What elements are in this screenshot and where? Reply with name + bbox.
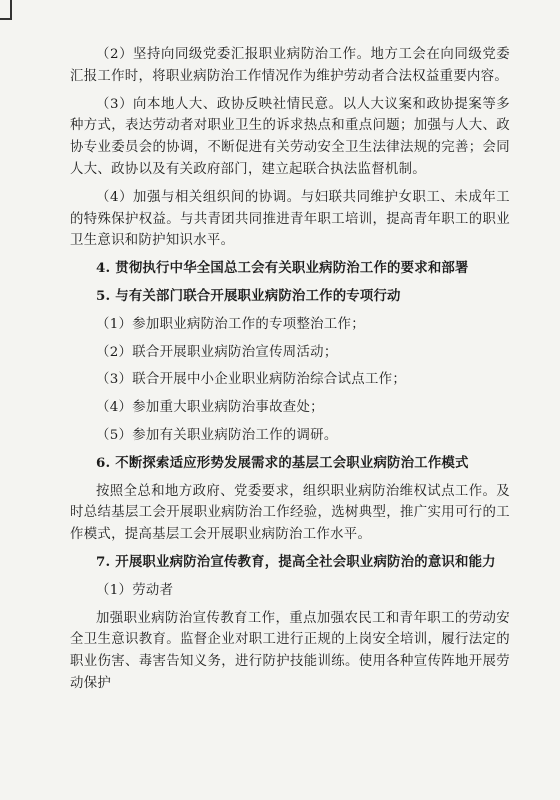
list-item-5-4: （4）参加重大职业病防治事故查处； (96, 400, 324, 416)
section-heading-6: 6. 不断探索适应形势发展需求的基层工会职业病防治工作模式 (96, 454, 469, 471)
list-item-7-1: （1）劳动者 (96, 582, 174, 598)
list-item-5-2: （2）联合开展职业病防治宣传周活动； (96, 344, 338, 360)
section-heading-7: 7. 开展职业病防治宣传教育，提高全社会职业病防治的意识和能力 (96, 553, 496, 570)
paragraph-worker-education: 加强职业病防治宣传教育工作，重点加强农民工和青年职工的劳动安全卫生意识教育。监督企业对职工进行正规的上岗安全培训，履行法定的职业伤害、毒害告知义务，进行防护技能训练。使用各种宣传阵地开展劳动保护 (70, 610, 510, 691)
paragraph-reflect-public-opinion: （3）向本地人大、政协反映社情民意。以人大议案和政协提案等多种方式，表达劳动者对职业卫生的诉求热点和重点问题；加强与人大、政协专业委员会的协调，不断促进有关劳动安全卫生法律法规的完善；会同人大、政协以及有关政府部门，建立起联合执法监督机制。 (70, 96, 510, 177)
paragraph-coordinate-organizations: （4）加强与相关组织间的协调。与妇联共同维护女职工、未成年工的特殊保护权益。与共青团共同推进青年职工培训，提高青年职工的职业卫生意识和防护知识水平。 (70, 189, 510, 249)
list-item-5-5: （5）参加有关职业病防治工作的调研。 (96, 427, 338, 443)
paragraph-pilot-work: 按照全总和地方政府、党委要求，组织职业病防治维权试点工作。及时总结基层工会开展职业病防治工作经验，选树典型，推广实用可行的工作模式，提高基层工会开展职业病防治工作水平。 (70, 483, 510, 543)
scan-corner-mark (0, 0, 12, 20)
paragraph-report-to-party: （2）坚持向同级党委汇报职业病防治工作。地方工会在向同级党委汇报工作时，将职业病防治工作情况作为维护劳动者合法权益重要内容。 (70, 47, 510, 84)
document-page (70, 44, 510, 701)
list-item-5-1: （1）参加职业病防治工作的专项整治工作； (96, 316, 365, 332)
section-heading-4: 4. 贯彻执行中华全国总工会有关职业病防治工作的要求和部署 (96, 260, 469, 277)
list-item-5-3: （3）联合开展中小企业职业病防治综合试点工作； (96, 372, 407, 388)
section-heading-5: 5. 与有关部门联合开展职业病防治工作的专项行动 (96, 287, 401, 304)
